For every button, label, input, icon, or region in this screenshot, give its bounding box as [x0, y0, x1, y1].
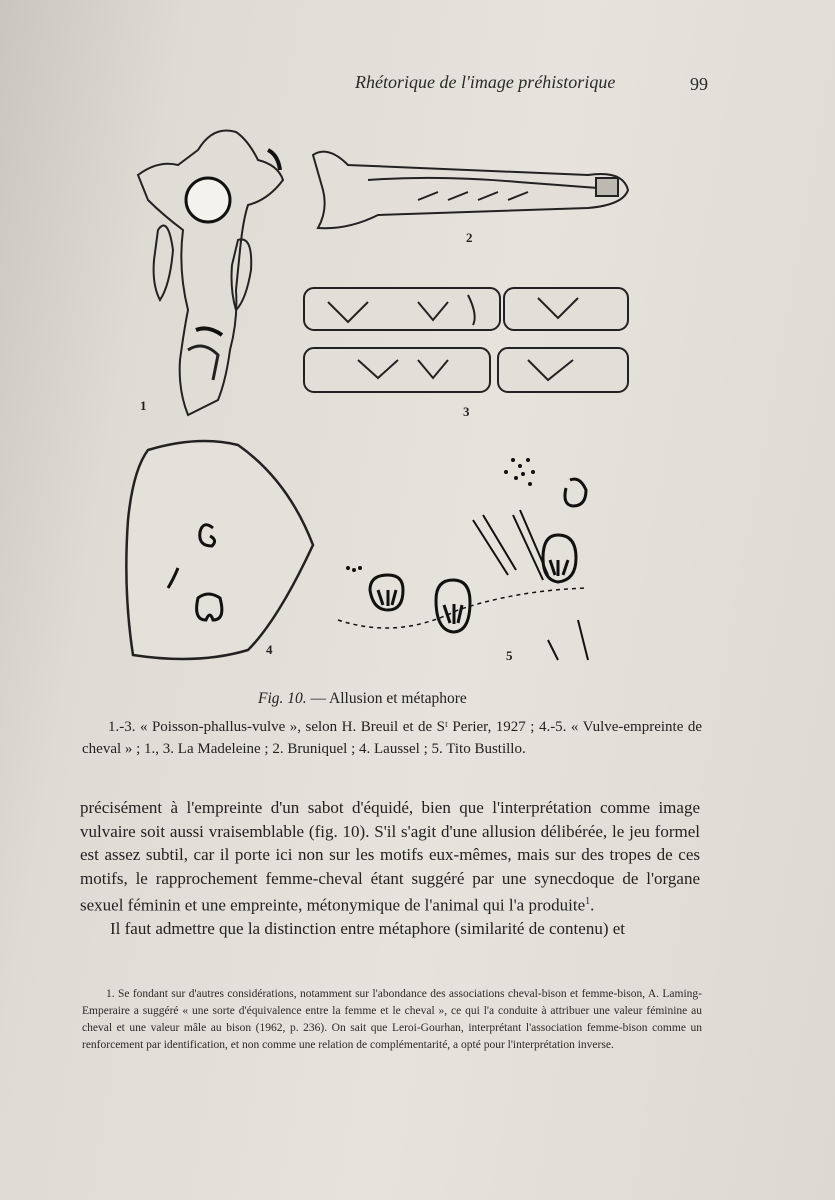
- drawing-5-hooves: [338, 479, 588, 660]
- footnote-reference[interactable]: 1: [585, 896, 591, 907]
- drawing-4-block: [126, 441, 313, 659]
- body-text: [80, 796, 700, 941]
- page-number: 99: [690, 74, 708, 94]
- label-4: 4: [266, 642, 273, 657]
- figure-10: [118, 120, 658, 680]
- paragraph-2: Il faut admettre que la distinction entre métaphore (similarité de contenu) et: [110, 919, 625, 939]
- running-title: Rhétorique de l'image préhistorique: [355, 72, 616, 92]
- drawing-2-rod: [313, 152, 628, 229]
- label-5: 5: [506, 648, 513, 663]
- figure-drawings: [118, 120, 658, 680]
- paragraph-1: [80, 796, 700, 917]
- label-3: 3: [463, 404, 470, 419]
- figure-caption-title: [258, 690, 467, 708]
- figure-title: — Allusion et métaphore: [306, 690, 467, 707]
- paragraph-1-end: .: [590, 895, 595, 915]
- footnote-1: 1. Se fondant sur d'autres considérations, notamment sur l'abondance des associations cheval-bison et femme-bison, A. Laming-Emperaire a suggéré « une sorte d'équivalence entre la femme et le cheval », ce qui l'a conduite à attribuer une valeur féminine au cheval et une valeur mâle au bison (1962, p. 236). On sait que Leroi-Gourhan, interprétant l'association femme-bison comme un renforcement par identification, et non comme une relation de complémentarité, a opté pour l'interprétation inverse.: [82, 988, 702, 1051]
- figure-caption-text: 1.-3. « Poisson-phallus-vulve », selon H. Breuil et de Sᵗ Perier, 1927 ; 4.-5. « Vulve-empreinte de cheval » ; 1., 3. La Madeleine ; 2. Bruniquel ; 4. Laussel ; 5. Tito Bustillo.: [82, 719, 702, 757]
- label-2: 2: [466, 230, 473, 245]
- paragraph-1-text: précisément à l'empreinte d'un sabot d'équidé, bien que l'interprétation comme image vulvaire soit aussi vraisemblable (fig. 10). S'il s'agit d'une allusion délibérée, le jeu formel est assez subtil, car il porte ici non sur les motifs eux-mêmes, mais sur des tropes de ces motifs, le rapprochement femme-cheval étant suggéré par une synecdoque de l'organe sexuel féminin et une empreinte, métonymique de l'animal qui l'a produite: [80, 798, 700, 915]
- drawing-3-segments: [304, 288, 628, 392]
- figure-number: Fig. 10.: [258, 690, 307, 707]
- drawing-1-baton: [138, 130, 283, 415]
- label-1: 1: [140, 398, 147, 413]
